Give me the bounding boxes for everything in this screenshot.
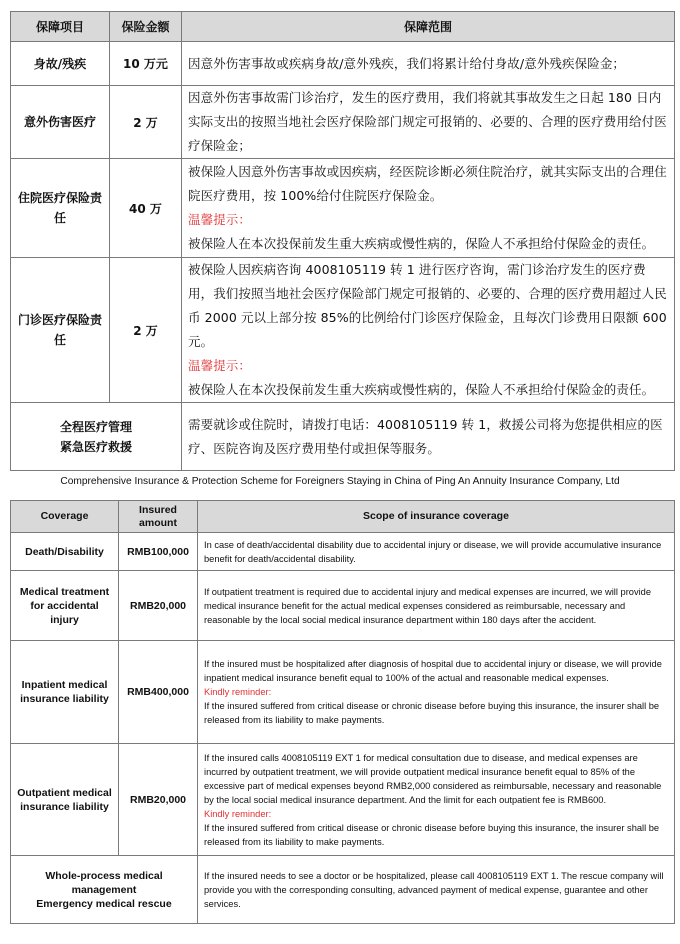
insured-amount: 40 万 [110,159,182,258]
coverage-item: Outpatient medical insurance liability [11,744,119,856]
coverage-scope: 需要就诊或住院时，请拨打电话：4008105119 转 1，救援公司将为您提供相应的医疗、医院咨询及医疗费用垫付或担保等服务。 [182,403,675,471]
table-row [11,856,675,924]
coverage-item: Medical treatment for accidental injury [11,571,119,641]
header-coverage-item: 保障项目 [11,12,110,42]
coverage-scope: If the insured needs to see a doctor or be hospitalized, please call 4008105119 EXT 1. The rescue company will provide you with the corresponding consulting, advanced payment of medical expense, guarantee and other services. [198,856,675,924]
insured-amount: RMB400,000 [119,641,198,744]
insured-amount: 10 万元 [110,42,182,86]
table-header-row [11,501,675,533]
document-title: Comprehensive Insurance & Protection Scheme for Foreigners Staying in China of Ping An Annuity Insurance Company, Ltd [60,476,620,487]
coverage-item [11,403,182,471]
english-coverage-table [10,500,675,924]
reminder-label: 温馨提示： [188,358,252,373]
table-row [11,641,675,744]
coverage-scope: In case of death/accidental disability due to accidental injury or disease, we will provide accumulative insurance benefit for death/accidental disability. [198,533,675,571]
coverage-scope: 因意外伤害事故需门诊治疗，发生的医疗费用，我们将就其事故发生之日起 180 日内实际支出的按照当地社会医疗保险部门规定可报销的、必要的、合理的医疗费用给付医疗保险金； [182,86,675,159]
insured-amount: 2 万 [110,258,182,403]
coverage-item: 意外伤害医疗 [11,86,110,159]
table-row [11,403,675,471]
table-row [11,86,675,159]
coverage-scope [182,258,675,403]
coverage-item: Death/Disability [11,533,119,571]
reminder-text: If the insured suffered from critical disease or chronic disease before buying this insurance, the insurer shall be released from its liability to make payments. [204,701,660,725]
insured-amount: RMB20,000 [119,744,198,856]
reminder-text: 被保险人在本次投保前发生重大疾病或慢性病的，保险人不承担给付保险金的责任。 [188,236,655,251]
insured-amount: RMB100,000 [119,533,198,571]
chinese-coverage-table [10,11,675,471]
item-line: Emergency medical rescue [36,897,172,910]
reminder-label: Kindly reminder: [204,687,272,697]
coverage-item: 住院医疗保险责任 [11,159,110,258]
coverage-scope: 因意外伤害事故或疾病身故/意外残疾，我们将累计给付身故/意外残疾保险金； [182,42,675,86]
coverage-item: 身故/残疾 [11,42,110,86]
coverage-item: 门诊医疗保险责任 [11,258,110,403]
header-coverage-item: Coverage [11,501,119,533]
insured-amount: RMB20,000 [119,571,198,641]
item-line: Whole-process medical management [45,869,163,896]
item-line: 紧急医疗救援 [59,439,132,454]
coverage-scope [182,159,675,258]
table-row [11,744,675,856]
table-row [11,533,675,571]
table-row [11,258,675,403]
insured-amount: 2 万 [110,86,182,159]
coverage-item: Inpatient medical insurance liability [11,641,119,744]
scope-text: 被保险人因疾病咨询 4008105119 转 1 进行医疗咨询，需门诊治疗发生的医疗费用，我们按照当地社会医疗保险部门规定可报销的、必要的、合理的医疗费用超过人民币 2000 元以上部分按 85%的比例给付门诊医疗保险金，且每次门诊费用日限额 600 元。 [188,262,667,349]
table-row [11,571,675,641]
reminder-label: 温馨提示： [188,212,252,227]
reminder-text: 被保险人在本次投保前发生重大疾病或慢性病的，保险人不承担给付保险金的责任。 [188,382,655,397]
scope-text: 被保险人因意外伤害事故或因疾病，经医院诊断必须住院治疗，就其实际支出的合理住院医疗费用，按 100%给付住院医疗保险金。 [188,164,667,203]
table-row [11,159,675,258]
header-coverage-scope: 保障范围 [182,12,675,42]
coverage-scope: If outpatient treatment is required due to accidental injury and medical expenses are incurred, we will provide medical insurance benefit for the actual medical expenses considered as reimbursable, necessary and reasonable by the local social medical insurance department within 180 days after the accident. [198,571,675,641]
item-line: 全程医疗管理 [59,419,132,434]
table-header-row [11,12,675,42]
reminder-text: If the insured suffered from critical disease or chronic disease before buying this insurance, the insurer shall be released from its liability to make payments. [204,822,660,847]
coverage-scope [198,641,675,744]
header-insured-amount: Insured amount [119,501,198,533]
coverage-item [11,856,198,924]
scope-text: If the insured calls 4008105119 EXT 1 for medical consultation due to disease, and medical expenses are incurred by outpatient treatment, we will provide outpatient medical insurance benefit equal to 85% of the excessive part of medical expenses beyond RMB2,000 considered as reimbursable, necessary and reasonable by the local social medical insurance department. And the limit for each outpatient fee is RMB600. [204,752,662,805]
header-coverage-scope: Scope of insurance coverage [198,501,675,533]
table-row [11,42,675,86]
reminder-label: Kindly reminder: [204,808,272,819]
header-insured-amount: 保险金额 [110,12,182,42]
coverage-scope [198,744,675,856]
scope-text: If the insured must be hospitalized after diagnosis of hospital due to accidental injury or disease, we will provide inpatient medical insurance benefit equal to 100% of the actual and reasonable medical expenses. [204,659,662,683]
